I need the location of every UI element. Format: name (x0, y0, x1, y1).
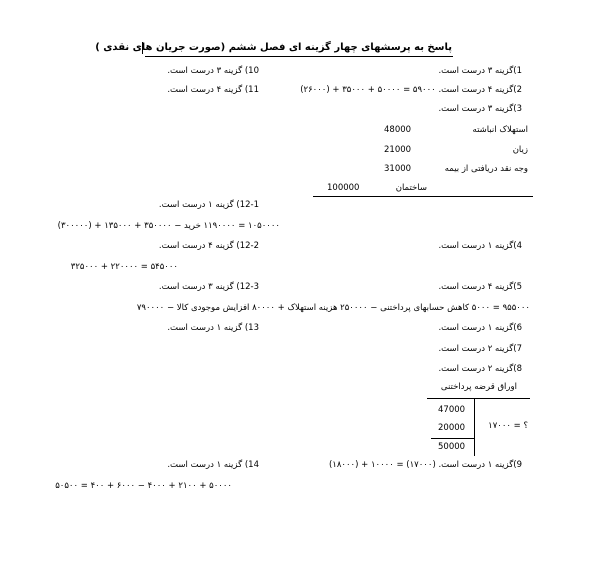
table3-label-1: زیان (512, 145, 528, 155)
answer-14: 14) گزینه ۱ درست است. (167, 460, 259, 470)
table3-value-0: 48000 (384, 125, 412, 135)
answer-8: 8)گزینه ۲ درست است. (438, 364, 522, 374)
table8-total: 50000 (438, 442, 466, 452)
answer-12-2-calc: ۳۲۵۰۰۰ + ۲۲۰۰۰۰ = ۵۴۵۰۰۰ (70, 262, 178, 272)
answer-12-3-calc: ۹۵۵۰۰۰ = ۵۰۰۰ کاهش حسابهای پرداختنی − ۲۵۰۰۰۰ هزینه استهلاک + ۸۰۰۰۰ افزایش موجودی کالا − ۷۹۰۰۰۰ (136, 303, 530, 313)
answer-1: 1)گزینه ۳ درست است. (438, 66, 522, 76)
table8-sum-rule (431, 438, 474, 439)
answer-12-2: 12-2) گزینه ۴ درست است. (158, 241, 259, 251)
table8-divider (474, 398, 475, 456)
answer-6: 6)گزینه ۱ درست است. (438, 323, 522, 333)
page-title: پاسخ به پرسشهای چهار گزینه ای فصل ششم (صورت جریان های نقدی ) (95, 42, 452, 53)
table8-top-rule (427, 398, 530, 399)
answer-13: 13) گزینه ۱ درست است. (167, 323, 259, 333)
answer-4: 4)گزینه ۱ درست است. (438, 241, 522, 251)
answer-12-3: 12-3) گزینه ۳ درست است. (158, 282, 259, 292)
answer-7: 7)گزینه ۲ درست است. (438, 344, 522, 354)
table3-asset-label: ساختمان (395, 183, 427, 193)
answer-12-1: 12-1) گزینه ۱ درست است. (158, 200, 259, 210)
table3-asset-value: 100000 (327, 183, 360, 193)
answer-14-calc: ۵۰۵۰۰ = ۴۰۰ + ۶۰۰۰ − ۴۰۰۰ + ۲۱۰۰ + ۵۰۰۰۰ (55, 481, 232, 491)
table8-header: اوراق قرضه پرداختنی (440, 382, 517, 392)
table3-value-2: 31000 (384, 164, 412, 174)
title-underline (145, 56, 453, 57)
answer-9: 9)گزینه ۱ درست است. (۱۷۰۰۰) = ۱۰۰۰۰ + (۱۸۰۰۰) (328, 460, 522, 470)
table3-value-1: 21000 (384, 145, 412, 155)
table8-unknown: ؟ = ۱۷۰۰۰ (488, 421, 528, 431)
table3-label-0: استهلاک انباشته (472, 125, 528, 135)
answer-12-1-calc: ۱۰۵۰۰۰۰ = ۱۱۹۰۰۰۰ خرید − ۳۵۰۰۰۰ + ۱۳۵۰۰۰ + (۳۰۰۰۰۰) (57, 221, 280, 231)
table3-bottom-rule (313, 196, 533, 197)
table8-value-0: 47000 (438, 405, 466, 415)
answer-10: 10) گزینه ۳ درست است. (167, 66, 259, 76)
table3-label-2: وجه نقد دریافتی از بیمه (444, 164, 528, 174)
answer-3: 3)گزینه ۳ درست است. (438, 104, 522, 114)
answer-2: 2)گزینه ۴ درست است. ۵۹۰۰۰ = ۵۰۰۰۰ + ۳۵۰۰۰ + (۲۶۰۰۰) (300, 85, 522, 95)
table8-value-1: 20000 (438, 423, 466, 433)
answer-11: 11) گزینه ۴ درست است. (167, 85, 259, 95)
answer-5: 5)گزینه ۴ درست است. (438, 282, 522, 292)
